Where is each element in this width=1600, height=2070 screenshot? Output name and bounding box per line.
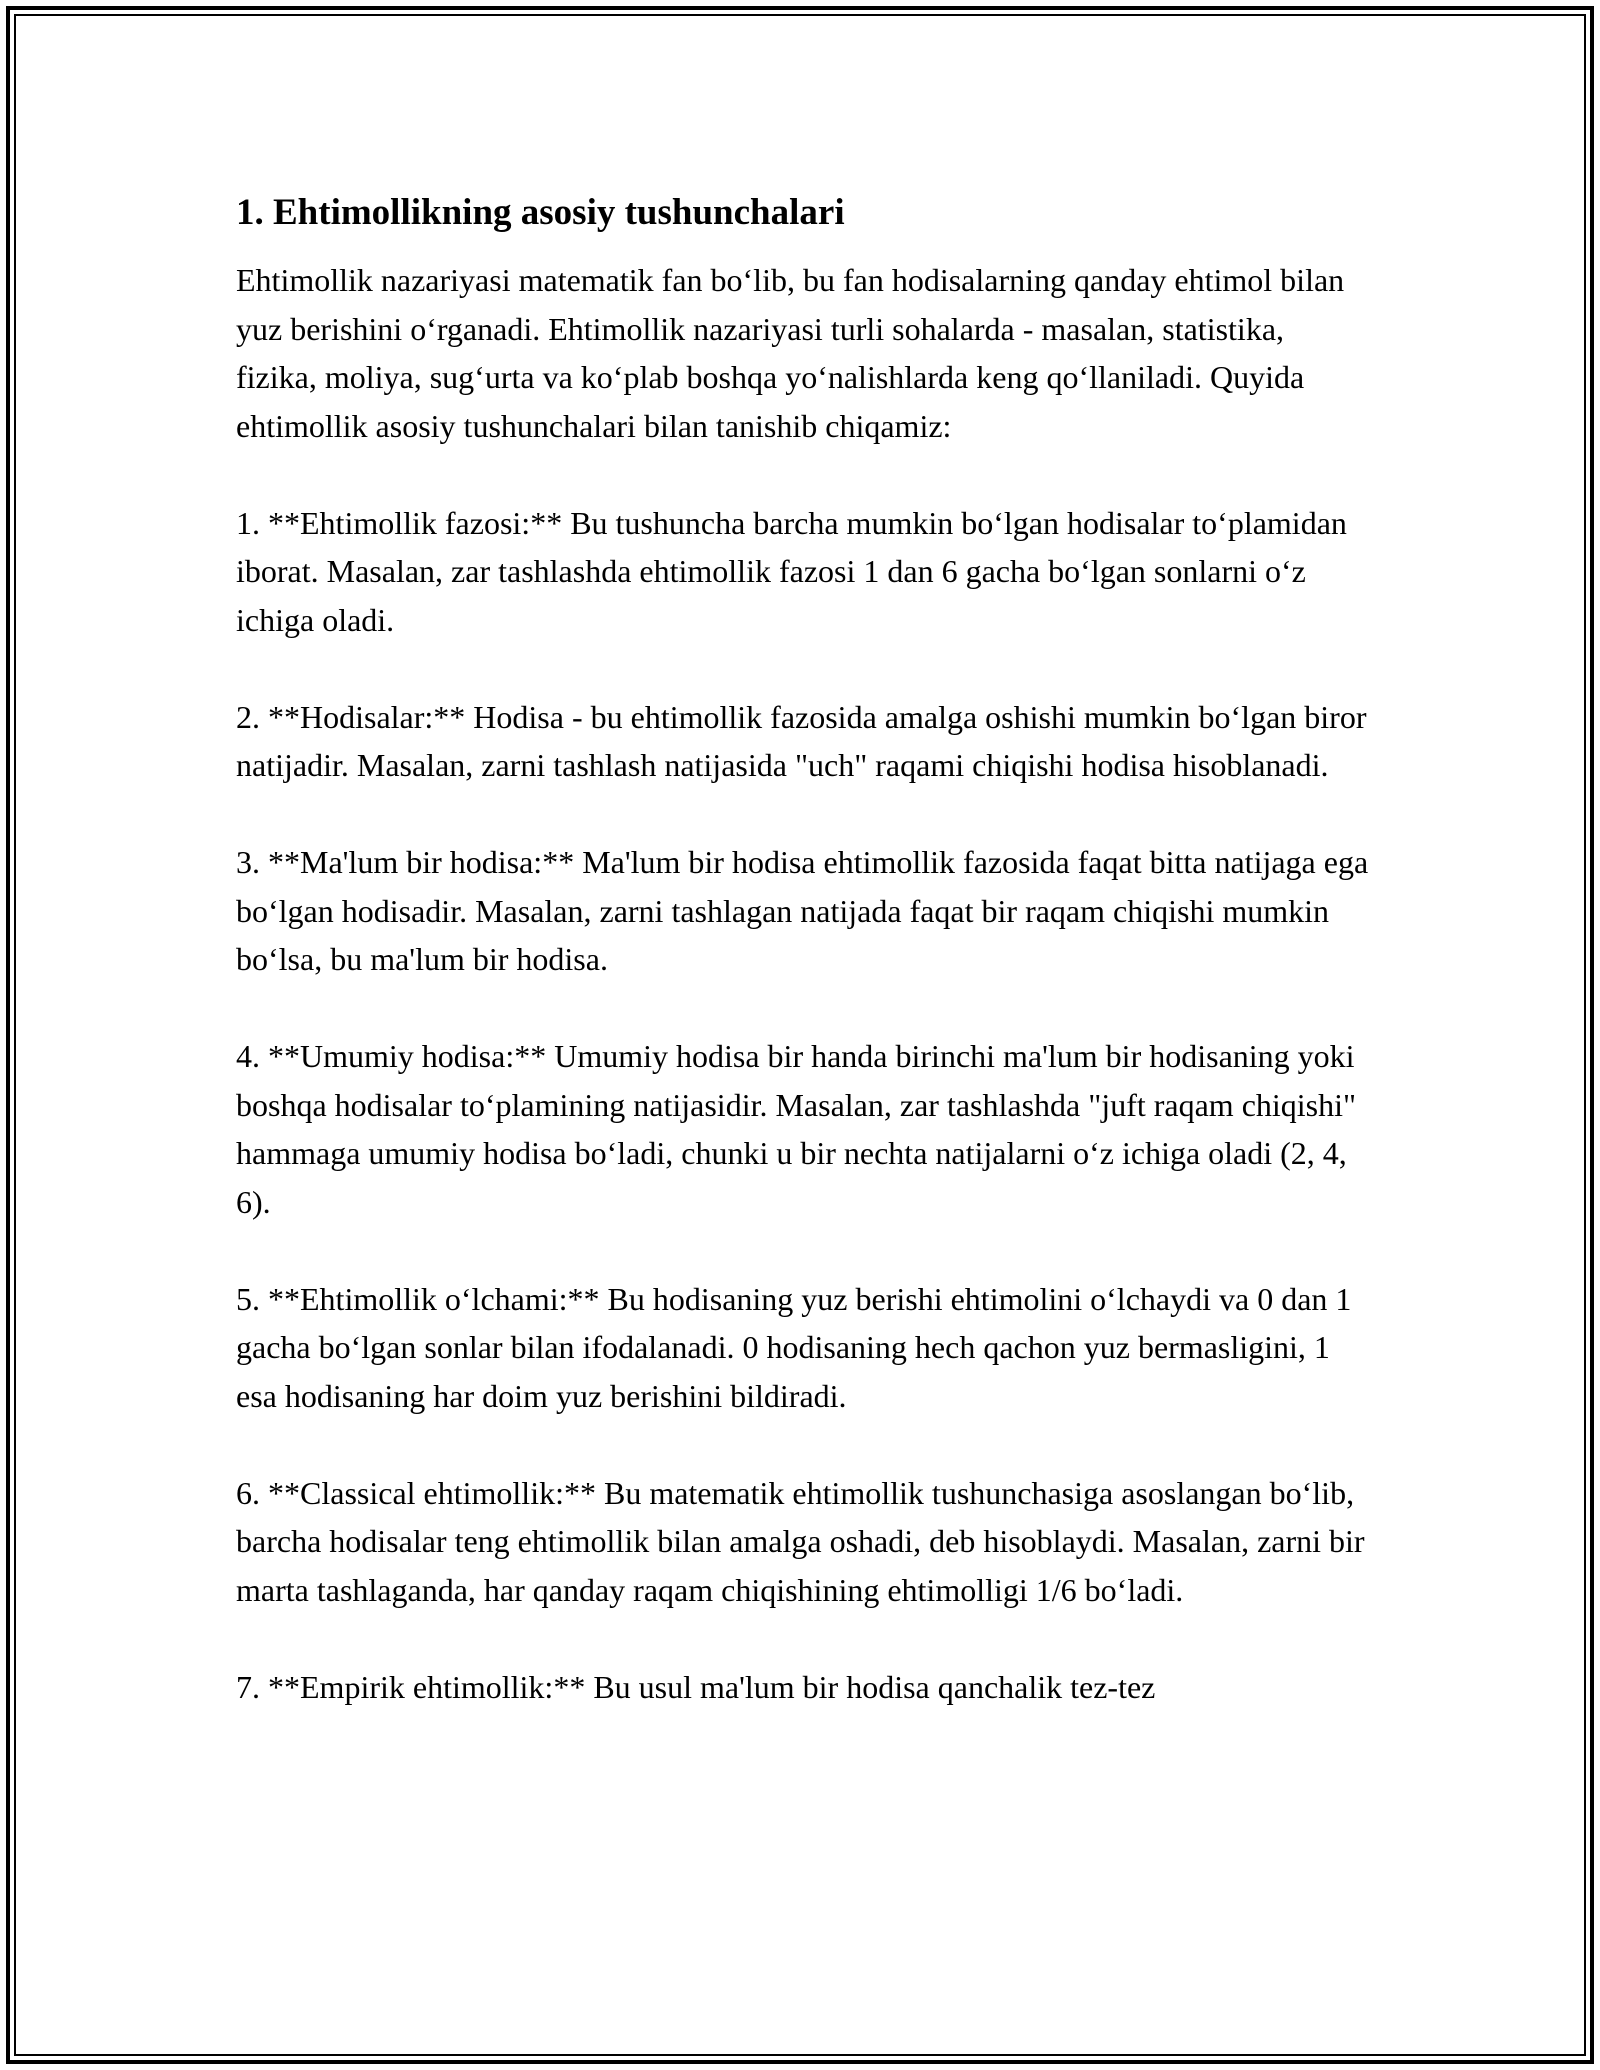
list-item-5: 5. **Ehtimollik o‘lchami:** Bu hodisaning yuz berishi ehtimolini o‘lchaydi va 0 dan 1 gacha bo‘lgan sonlar bilan ifodalanadi. 0 hodisaning hech qachon yuz bermasligini, 1 esa hodisaning har doim yuz berishini bildiradi. [236, 1280, 1352, 1414]
list-item-2: 2. **Hodisalar:** Hodisa - bu ehtimollik fazosida amalga oshishi mumkin bo‘lgan biror natijadir. Masalan, zarni tashlash natijasida "uch" raqami chiqishi hodisa hisoblanadi. [236, 698, 1367, 783]
list-item-6: 6. **Classical ehtimollik:** Bu matematik ehtimollik tushunchasiga asoslangan bo‘lib, barcha hodisalar teng ehtimollik bilan amalga oshadi, deb hisoblaydi. Masalan, zarni bir marta tashlaganda, har qanday raqam chiqishining ehtimolligi 1/6 bo‘ladi. [236, 1474, 1365, 1608]
document-body [236, 188, 1371, 1760]
list-item-1: 1. **Ehtimollik fazosi:** Bu tushuncha barcha mumkin bo‘lgan hodisalar to‘plamidan iborat. Masalan, zar tashlashda ehtimollik fazosi 1 dan 6 gacha bo‘lgan sonlarni o‘z ichiga oladi. [236, 504, 1347, 638]
list-item-3: 3. **Ma'lum bir hodisa:** Ma'lum bir hodisa ehtimollik fazosida faqat bitta natijaga ega bo‘lgan hodisadir. Masalan, zarni tashlagan natijada faqat bir raqam chiqishi mumkin bo‘lsa, bu ma'lum bir hodisa. [236, 844, 1369, 977]
list-item-7: 7. **Empirik ehtimollik:** Bu usul ma'lum bir hodisa qanchalik tez-tez [236, 1668, 1156, 1705]
list-item-4: 4. **Umumiy hodisa:** Umumiy hodisa bir handa birinchi ma'lum bir hodisaning yoki boshqa hodisalar to‘plamining natijasidir. Masalan, zar tashlashda "juft raqam chiqishi" hammaga umumiy hodisa bo‘ladi, chunki u bir nechta natijalarni o‘z ichiga oladi (2, 4, 6). [236, 1038, 1357, 1220]
page-title: 1. Ehtimollikning asosiy tushunchalari [236, 192, 845, 233]
intro-paragraph: Ehtimollik nazariyasi matematik fan bo‘lib, bu fan hodisalarning qanday ehtimol bilan yuz berishini o‘rganadi. Ehtimollik nazariyasi turli sohalarda - masalan, statistika, fizika, moliya, sug‘urta va ko‘plab boshqa yo‘nalishlarda keng qo‘llaniladi. Quyida ehtimollik asosiy tushunchalari bilan tanishib chiqamiz: [236, 262, 1345, 444]
